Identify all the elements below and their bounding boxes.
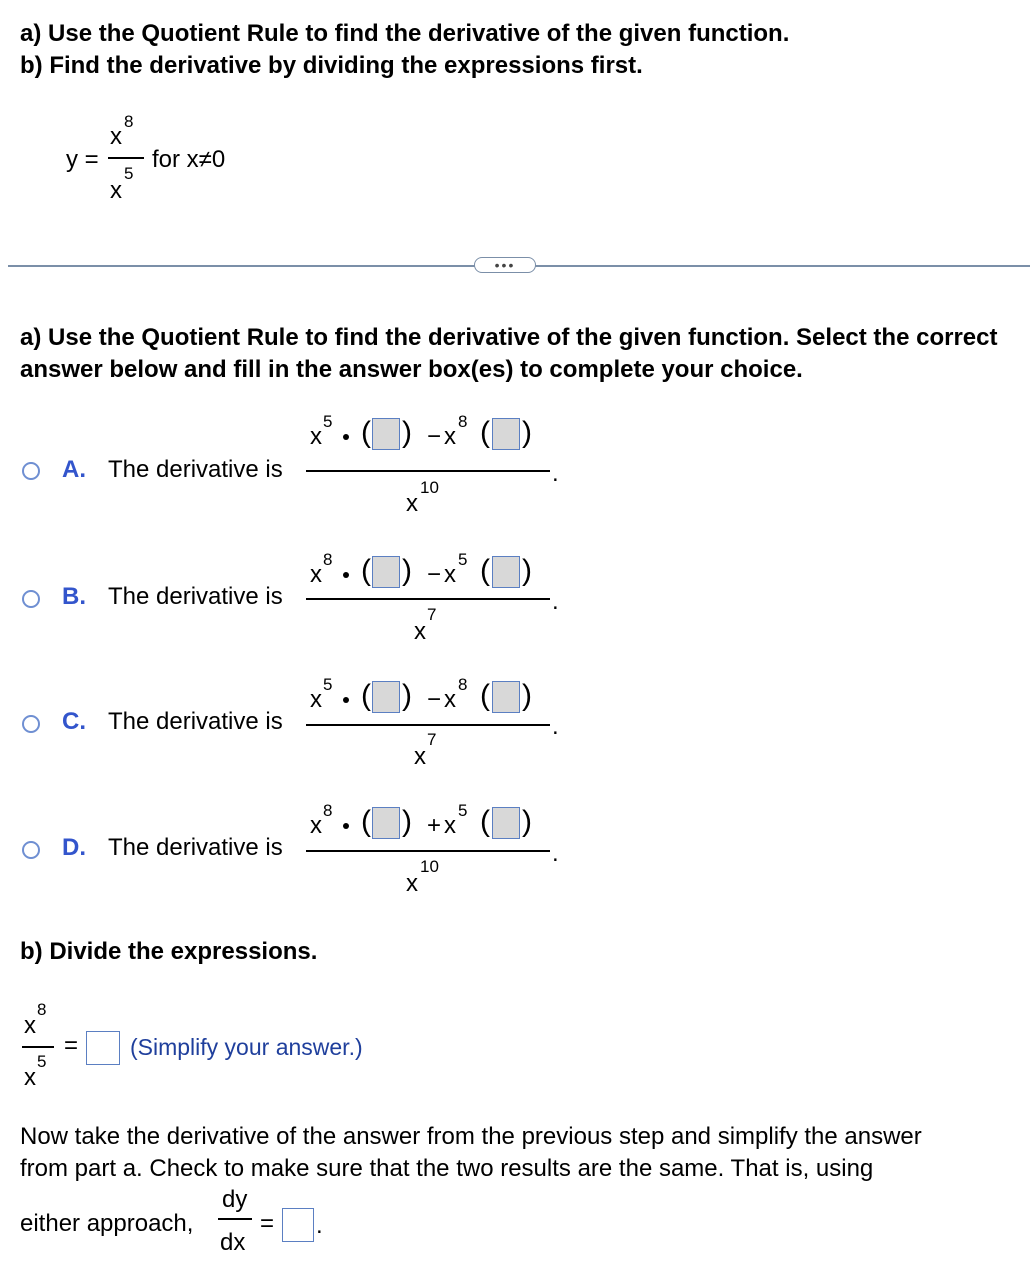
option-c-rparen2: ): [522, 679, 532, 712]
part-b-fraction-bar: [22, 1046, 54, 1048]
option-d-rparen1: ): [402, 805, 412, 838]
option-c-t1-base: x: [310, 686, 322, 713]
option-a-t2-exp: 8: [458, 412, 468, 431]
function-fraction-bar: [108, 157, 144, 159]
option-c-box2[interactable]: [492, 681, 520, 713]
option-d-fraction-bar: [306, 850, 550, 852]
part-b-now-line2: from part a. Check to make sure that the two results are the same. That is, using: [20, 1155, 874, 1182]
option-b-fraction-bar: [306, 598, 550, 600]
option-c-rparen1: ): [402, 679, 412, 712]
y-label: y =: [66, 146, 99, 173]
part-b-now-line1: Now take the derivative of the answer from the previous step and simplify the answer: [20, 1123, 922, 1150]
option-d-operator: +: [427, 812, 442, 839]
option-a-fraction-bar: [306, 470, 550, 472]
part-b-answer-box[interactable]: [86, 1031, 120, 1065]
option-d-t1-exp: 8: [323, 801, 333, 820]
option-b-t1-base: x: [310, 561, 322, 588]
option-b-lparen1: (: [361, 554, 371, 587]
option-d-radio[interactable]: [22, 841, 40, 859]
option-d-dot: [343, 823, 349, 829]
function-den-exp: 5: [124, 164, 134, 183]
option-b-period: .: [552, 588, 559, 615]
option-c-dot: [343, 697, 349, 703]
option-c-text: The derivative is: [108, 708, 283, 735]
option-a-dot: [343, 434, 349, 440]
option-a-lparen1: (: [361, 416, 371, 449]
option-b-t1-exp: 8: [323, 550, 333, 569]
option-d-den-base: x: [406, 870, 418, 897]
option-b-letter: B.: [62, 583, 86, 610]
option-a-radio[interactable]: [22, 462, 40, 480]
option-c-fraction-bar: [306, 724, 550, 726]
option-d-t2-base: x: [444, 812, 456, 839]
part-a-prompt-line1: a) Use the Quotient Rule to find the derivative of the given function. Select the correct: [20, 324, 998, 351]
option-b-rparen2: ): [522, 554, 532, 587]
option-d-t1-base: x: [310, 812, 322, 839]
option-c-lparen1: (: [361, 679, 371, 712]
option-c-t1-exp: 5: [323, 675, 333, 694]
option-a-den-exp: 10: [420, 478, 439, 497]
option-b-box2[interactable]: [492, 556, 520, 588]
option-c-t2-exp: 8: [458, 675, 468, 694]
final-equals: =: [260, 1210, 275, 1237]
option-d-lparen1: (: [361, 805, 371, 838]
option-a-lparen2: (: [480, 416, 490, 449]
option-a-t1-exp: 5: [323, 412, 333, 431]
option-d-t2-exp: 5: [458, 801, 468, 820]
part-b-equals: =: [64, 1032, 79, 1059]
part-a-prompt-line2: answer below and fill in the answer box(es) to complete your choice.: [20, 356, 803, 383]
function-den-base: x: [110, 177, 122, 204]
option-c-period: .: [552, 713, 559, 740]
option-b-dot: [343, 572, 349, 578]
dx-label: dx: [220, 1229, 246, 1256]
option-b-operator: −: [427, 561, 442, 588]
option-d-text: The derivative is: [108, 834, 283, 861]
option-a-rparen1: ): [402, 416, 412, 449]
option-c-box1[interactable]: [372, 681, 400, 713]
header-line-b: b) Find the derivative by dividing the expressions first.: [20, 52, 643, 79]
option-a-letter: A.: [62, 456, 86, 483]
option-c-radio[interactable]: [22, 715, 40, 733]
option-c-lparen2: (: [480, 679, 490, 712]
function-num-base: x: [110, 123, 122, 150]
option-b-t2-exp: 5: [458, 550, 468, 569]
option-a-den-base: x: [406, 490, 418, 517]
option-b-rparen1: ): [402, 554, 412, 587]
part-b-num-exp: 8: [37, 1000, 47, 1019]
option-b-den-base: x: [414, 618, 426, 645]
final-period: .: [316, 1212, 323, 1239]
option-d-rparen2: ): [522, 805, 532, 838]
part-b-den-base: x: [24, 1064, 36, 1091]
option-c-den-exp: 7: [427, 730, 437, 749]
option-a-t1-base: x: [310, 423, 322, 450]
option-a-operator: −: [427, 423, 442, 450]
option-b-box1[interactable]: [372, 556, 400, 588]
option-d-lparen2: (: [480, 805, 490, 838]
option-a-box1[interactable]: [372, 418, 400, 450]
dydx-fraction-bar: [218, 1218, 252, 1220]
option-b-den-exp: 7: [427, 605, 437, 624]
option-b-lparen2: (: [480, 554, 490, 587]
option-a-period: .: [552, 460, 559, 487]
option-d-box1[interactable]: [372, 807, 400, 839]
part-b-hint: (Simplify your answer.): [130, 1034, 363, 1060]
part-b-title: b) Divide the expressions.: [20, 938, 318, 965]
option-d-period: .: [552, 840, 559, 867]
option-b-radio[interactable]: [22, 590, 40, 608]
dy-label: dy: [222, 1186, 248, 1213]
option-d-box2[interactable]: [492, 807, 520, 839]
option-c-t2-base: x: [444, 686, 456, 713]
option-c-letter: C.: [62, 708, 86, 735]
more-options-button[interactable]: •••: [474, 257, 536, 273]
final-answer-box[interactable]: [282, 1208, 314, 1242]
either-approach-label: either approach,: [20, 1210, 194, 1237]
option-b-t2-base: x: [444, 561, 456, 588]
option-b-text: The derivative is: [108, 583, 283, 610]
option-a-box2[interactable]: [492, 418, 520, 450]
option-d-den-exp: 10: [420, 857, 439, 876]
option-a-rparen2: ): [522, 416, 532, 449]
function-condition: for x≠0: [152, 146, 226, 173]
part-b-num-base: x: [24, 1012, 36, 1039]
function-num-exp: 8: [124, 112, 134, 131]
part-b-den-exp: 5: [37, 1052, 47, 1071]
option-a-t2-base: x: [444, 423, 456, 450]
option-c-operator: −: [427, 686, 442, 713]
option-c-den-base: x: [414, 743, 426, 770]
option-d-letter: D.: [62, 834, 86, 861]
option-a-text: The derivative is: [108, 456, 283, 483]
header-line-a: a) Use the Quotient Rule to find the derivative of the given function.: [20, 20, 790, 47]
